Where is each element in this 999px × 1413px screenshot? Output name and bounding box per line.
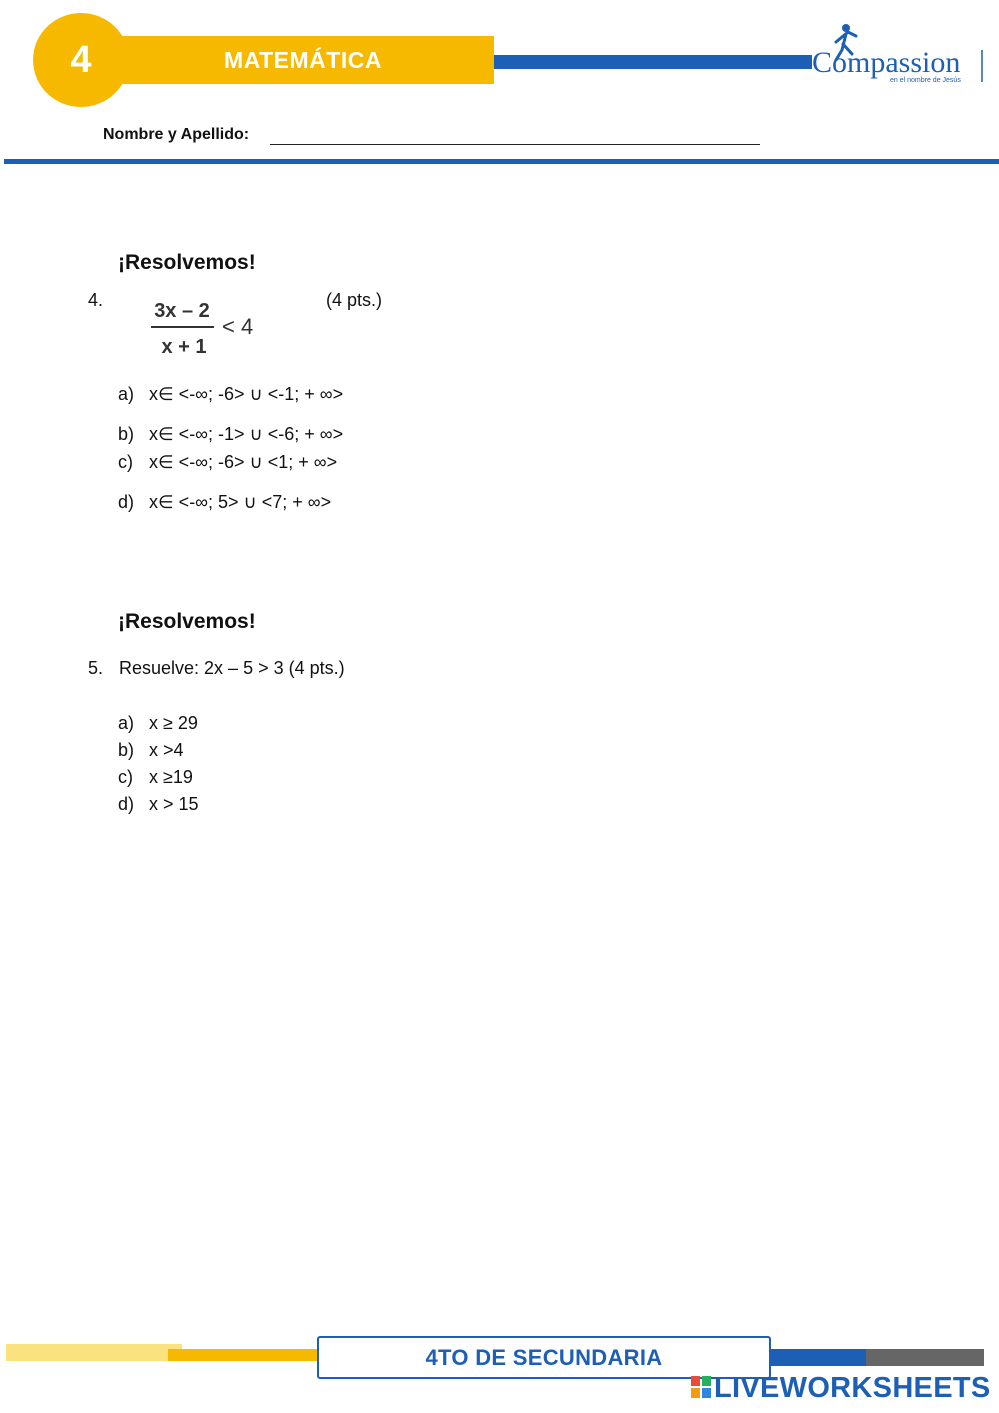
footer-yellow-light-stripe — [6, 1344, 182, 1361]
q4-numerator: 3x – 2 — [154, 300, 210, 322]
compassion-logo — [810, 20, 990, 90]
grade-number: 4 — [70, 38, 92, 81]
option-text: x∈ <-∞; -1> ∪ <-6; + ∞> — [149, 424, 344, 444]
footer-grade-label: 4TO DE SECUNDARIA — [425, 1344, 663, 1370]
name-field-label: Nombre y Apellido: — [103, 126, 250, 143]
footer-grade-box — [317, 1336, 771, 1379]
subject-title: MATEMÁTICA — [224, 46, 382, 73]
option-letter: d) — [118, 794, 135, 814]
name-field-line[interactable] — [270, 144, 760, 145]
grade-badge — [33, 13, 129, 107]
logo-tagline: en el nombre de Jesús — [890, 77, 961, 84]
option-letter: b) — [118, 740, 135, 760]
q5-prompt: Resuelve: 2x – 5 > 3 (4 pts.) — [119, 658, 345, 678]
q4-number: 4. — [88, 290, 104, 310]
q5-heading: ¡Resolvemos! — [118, 610, 256, 633]
q5-number: 5. — [88, 658, 104, 678]
option-text: x >4 — [149, 740, 184, 760]
option-letter: b) — [118, 424, 135, 444]
q4-fraction-expression — [148, 296, 273, 358]
footer-gray-stripe — [866, 1349, 984, 1366]
option-text: x∈ <-∞; -6> ∪ <1; + ∞> — [149, 452, 338, 472]
option-text: x > 15 — [149, 794, 199, 814]
q4-denominator: x + 1 — [161, 336, 207, 358]
option-letter: d) — [118, 492, 135, 512]
liveworksheets-logo-icon — [691, 1376, 711, 1398]
option-letter: c) — [118, 452, 133, 472]
header-blue-stripe — [494, 55, 812, 69]
footer-blue-stripe — [771, 1349, 867, 1366]
option-text: x∈ <-∞; 5> ∪ <7; + ∞> — [149, 492, 332, 512]
logo-text: Compassion — [812, 46, 961, 79]
footer-yellow-stripe — [168, 1349, 320, 1361]
option-text: x∈ <-∞; -6> ∪ <-1; + ∞> — [149, 384, 344, 404]
option-letter: c) — [118, 767, 133, 787]
option-text: x ≥19 — [149, 767, 193, 787]
header-divider — [4, 159, 999, 164]
liveworksheets-watermark[interactable]: LIVEWORKSHEETS — [714, 1372, 991, 1404]
subject-banner — [118, 36, 494, 84]
option-letter: a) — [118, 713, 135, 733]
option-text: x ≥ 29 — [149, 713, 198, 733]
q4-heading: ¡Resolvemos! — [118, 251, 256, 274]
q4-relation: < 4 — [222, 314, 254, 339]
q4-points: (4 pts.) — [326, 290, 383, 310]
option-letter: a) — [118, 384, 135, 404]
